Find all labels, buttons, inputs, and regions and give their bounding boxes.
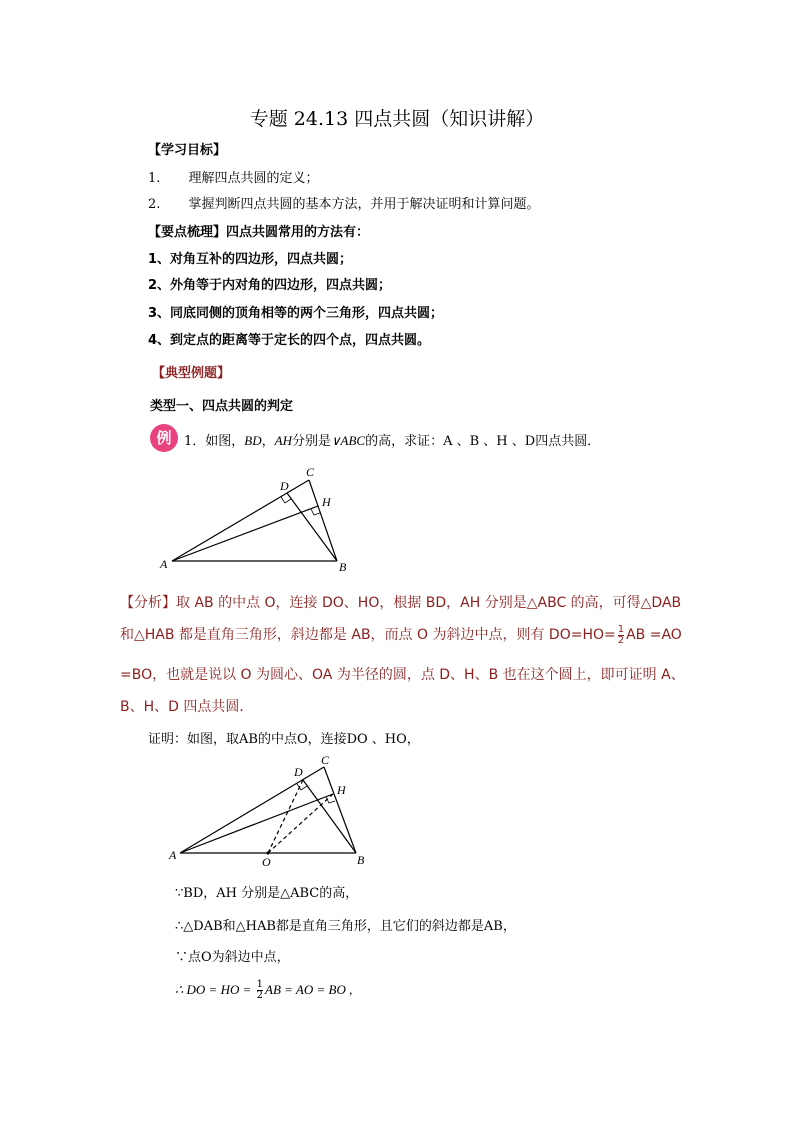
fraction-half: $\frac{1}{2}$ [256, 979, 263, 1001]
label-h: H [322, 495, 331, 509]
proof-intro: 证明：如图，取AB的中点O，连接DO 、HO， [148, 732, 420, 747]
example-number: 1． [184, 434, 206, 449]
example1-text [184, 430, 600, 449]
segment-cb [309, 480, 337, 561]
type1-heading: 类型一、四点共圆的判定 [150, 399, 294, 414]
segment-ho [268, 794, 333, 853]
goal-item-2 [148, 193, 540, 212]
goal-item-1 [148, 167, 319, 186]
analysis-line-2 [120, 624, 680, 646]
goal-text: 掌握判断四点共圆的基本方法，并用于解决证明和计算问题。 [188, 197, 540, 212]
label-h: H [337, 783, 346, 797]
examples-heading: 【典型例题】 [152, 366, 231, 381]
keypoint-3: 3、同底同侧的顶角相等的两个三角形，四点共圆； [148, 306, 444, 321]
bd-label: BD [244, 433, 262, 448]
label-c: C [321, 753, 330, 767]
proof-line-4b: AB = AO = BO , [265, 982, 353, 997]
right-angle-d [281, 497, 291, 503]
analysis-line-2a: 和△HAB 都是直角三角形，斜边都是 AB，而点 O 为斜边中点，则有 DO=HO= [120, 627, 616, 643]
analysis-line-2b: AB =AO [626, 627, 682, 643]
label-o: O [262, 855, 271, 869]
figure-2-diagram [160, 752, 380, 872]
label-d: D [280, 479, 289, 493]
example-text-c: 的高，求证：A 、B 、H 、D四点共圆． [365, 434, 601, 449]
keypoints-heading: 【要点梳理】四点共圆常用的方法有： [148, 225, 370, 240]
right-angle-h [311, 509, 320, 515]
analysis-line-3: =BO，也就是说以 O 为圆心、OA 为半径的圆，点 D、H、B 也在这个圆上，即可证明 A、 [120, 667, 685, 683]
figure-1-diagram [150, 462, 380, 580]
triangle-label: ∨ABC [331, 433, 366, 448]
keypoint-4: 4、到定点的距离等于定长的四个点，四点共圆。 [148, 333, 431, 348]
segment-bd [303, 780, 356, 853]
page-title: 专题 24.13 四点共圆（知识讲解） [249, 108, 545, 130]
keypoint-1: 1、对角互补的四边形，四点共圆； [148, 252, 353, 267]
segment-cb [324, 767, 356, 853]
example-text-b: 分别是 [292, 434, 332, 449]
ah-label: AH [274, 433, 292, 448]
analysis-line-1: 【分析】取 AB 的中点 O，连接 DO、HO，根据 BD，AH 分别是△ABC 的高，可得△DAB [120, 595, 682, 611]
example-badge: 例 [150, 424, 178, 452]
proof-line-4a: ∴ DO = HO = [175, 982, 255, 997]
analysis-line-4: B、H、D 四点共圆． [120, 699, 254, 715]
goal-num: 2. [148, 197, 161, 212]
fraction-half: $\frac{1}{2}$ [617, 623, 625, 646]
label-b: B [357, 853, 365, 867]
label-b: B [339, 560, 347, 574]
proof-line-4 [175, 980, 352, 1001]
right-angle-h [326, 797, 335, 803]
label-a: A [160, 557, 168, 571]
proof-line-1: ∵BD，AH 分别是△ABC的高， [175, 886, 359, 901]
label-c: C [306, 465, 315, 479]
segment-ah [180, 794, 333, 853]
label-d: D [294, 765, 303, 779]
label-a: A [169, 848, 177, 862]
keypoint-2: 2、外角等于内对角的四边形，四点共圆； [148, 278, 392, 293]
example-text-a: 如图， [205, 434, 245, 449]
segment-ah [172, 506, 318, 561]
goals-heading: 【学习目标】 [148, 143, 227, 158]
goal-num: 1. [148, 171, 161, 186]
proof-line-2: ∴△DAB和△HAB都是直角三角形，且它们的斜边都是AB， [175, 919, 516, 934]
comma: ， [261, 434, 275, 449]
goal-text: 理解四点共圆的定义； [188, 171, 319, 186]
proof-line-3: ∵点O为斜边中点， [175, 950, 290, 965]
